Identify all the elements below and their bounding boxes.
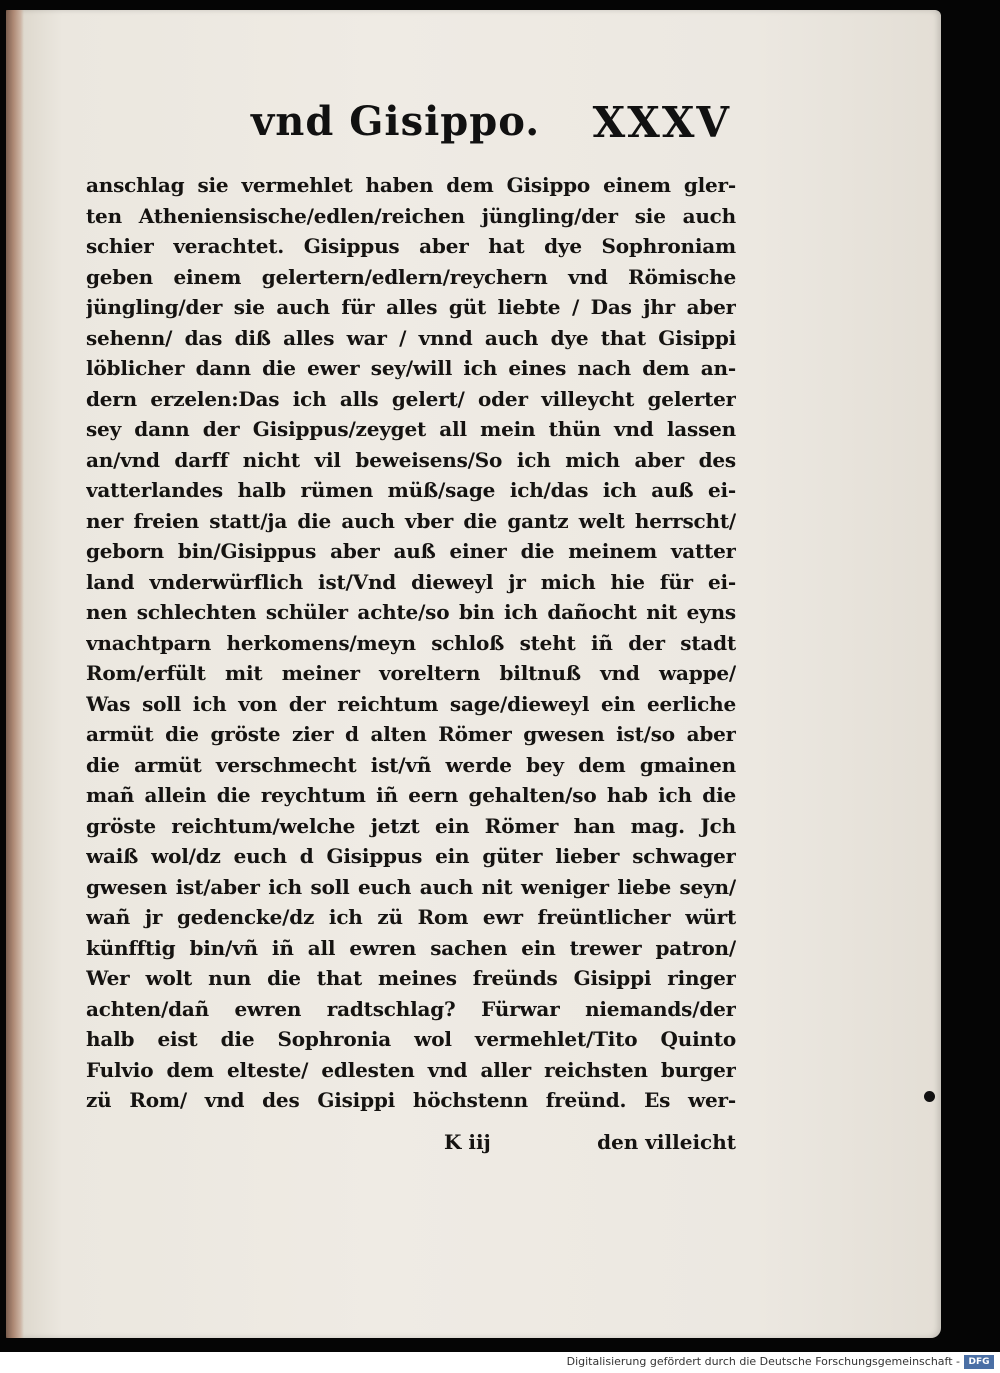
text-line: vatterlandes halb rümen müß/sage ich/das ich auß ei- [86,478,736,502]
text-line: löblicher dann die ewer sey/will ich eines nach dem an- [86,356,736,380]
dfg-logo: DFG [964,1355,994,1369]
text-line: geben einem gelertern/edlern/reychern vnd Römische [86,264,736,289]
text-line: Wer wolt nun die that meines freünds Gisippi ringer [86,966,736,990]
text-line: an/vnd darff nicht vil beweisens/So ich mich aber des [86,447,736,472]
text-line: anschlag sie vermehlet haben dem Gisippo einem gler- [86,173,736,197]
text-line: die armüt verschmecht ist/vñ werde bey dem gmainen [86,752,736,777]
text-line: zü Rom/ vnd des Gisippi höchstenn freünd. Es wer- [86,1088,736,1112]
page-footer [436,1130,736,1160]
ink-dot-mark [924,1091,935,1102]
text-line: land vnderwürflich ist/Vnd dieweyl jr mich hie für ei- [86,569,736,594]
book-page [6,10,941,1338]
folio-number: XXXV [592,98,731,147]
text-line: achten/dañ ewren radtschlag? Fürwar niemands/der [86,996,736,1021]
running-title: vnd Gisippo. [251,98,541,145]
text-line: sehenn/ das diß alles war / vnnd auch dye that Gisippi [86,325,736,350]
text-line: ten Atheniensische/edlen/reichen jüngling/der sie auch [86,203,736,228]
funding-credit: Digitalisierung gefördert durch die Deutsche Forschungsgemeinschaft - [566,1355,960,1368]
text-line: geborn bin/Gisippus aber auß einer die meinem vatter [86,539,736,563]
text-line: Rom/erfült mit meiner voreltern biltnuß vnd wappe/ [86,661,736,685]
text-line: künfftig bin/vñ iñ all ewren sachen ein trewer patron/ [86,935,736,960]
text-line: waiß wol/dz euch d Gisippus ein güter lieber schwager [86,844,736,868]
text-line: vnachtparn herkomens/meyn schloß steht iñ der stadt [86,630,736,655]
text-line: gröste reichtum/welche jetzt ein Römer han mag. Jch [86,813,736,838]
book-spine-edge [6,10,24,1338]
text-line: sey dann der Gisippus/zeyget all mein thün vnd lassen [86,417,736,441]
text-line: ner freien statt/ja die auch vber die gantz welt herrscht/ [86,508,736,533]
body-text [86,170,736,1116]
catchword: den villeicht [597,1130,736,1154]
text-line: gwesen ist/aber ich soll euch auch nit weniger liebe seyn/ [86,874,736,899]
text-line: dern erzelen:Das ich alls gelert/ oder villeycht gelerter [86,386,736,411]
credit-bar [0,1352,1000,1373]
text-line: Fulvio dem elteste/ edlesten vnd aller reichsten burger [86,1057,736,1082]
text-line: nen schlechten schüler achte/so bin ich dañocht nit eyns [86,600,736,624]
text-line: jüngling/der sie auch für alles güt liebte / Das jhr aber [86,295,736,319]
page-header [251,98,731,158]
text-line: armüt die gröste zier d alten Römer gwesen ist/so aber [86,722,736,746]
text-line: halb eist die Sophronia wol vermehlet/Tito Quinto [86,1027,736,1051]
signature-mark: K iij [444,1130,491,1154]
text-line: wañ jr gedencke/dz ich zü Rom ewr freüntlicher würt [86,905,736,929]
text-line: mañ allein die reychtum iñ eern gehalten/so hab ich die [86,783,736,807]
text-line: schier verachtet. Gisippus aber hat dye Sophroniam [86,234,736,258]
text-line: Was soll ich von der reichtum sage/dieweyl ein eerliche [86,691,736,716]
